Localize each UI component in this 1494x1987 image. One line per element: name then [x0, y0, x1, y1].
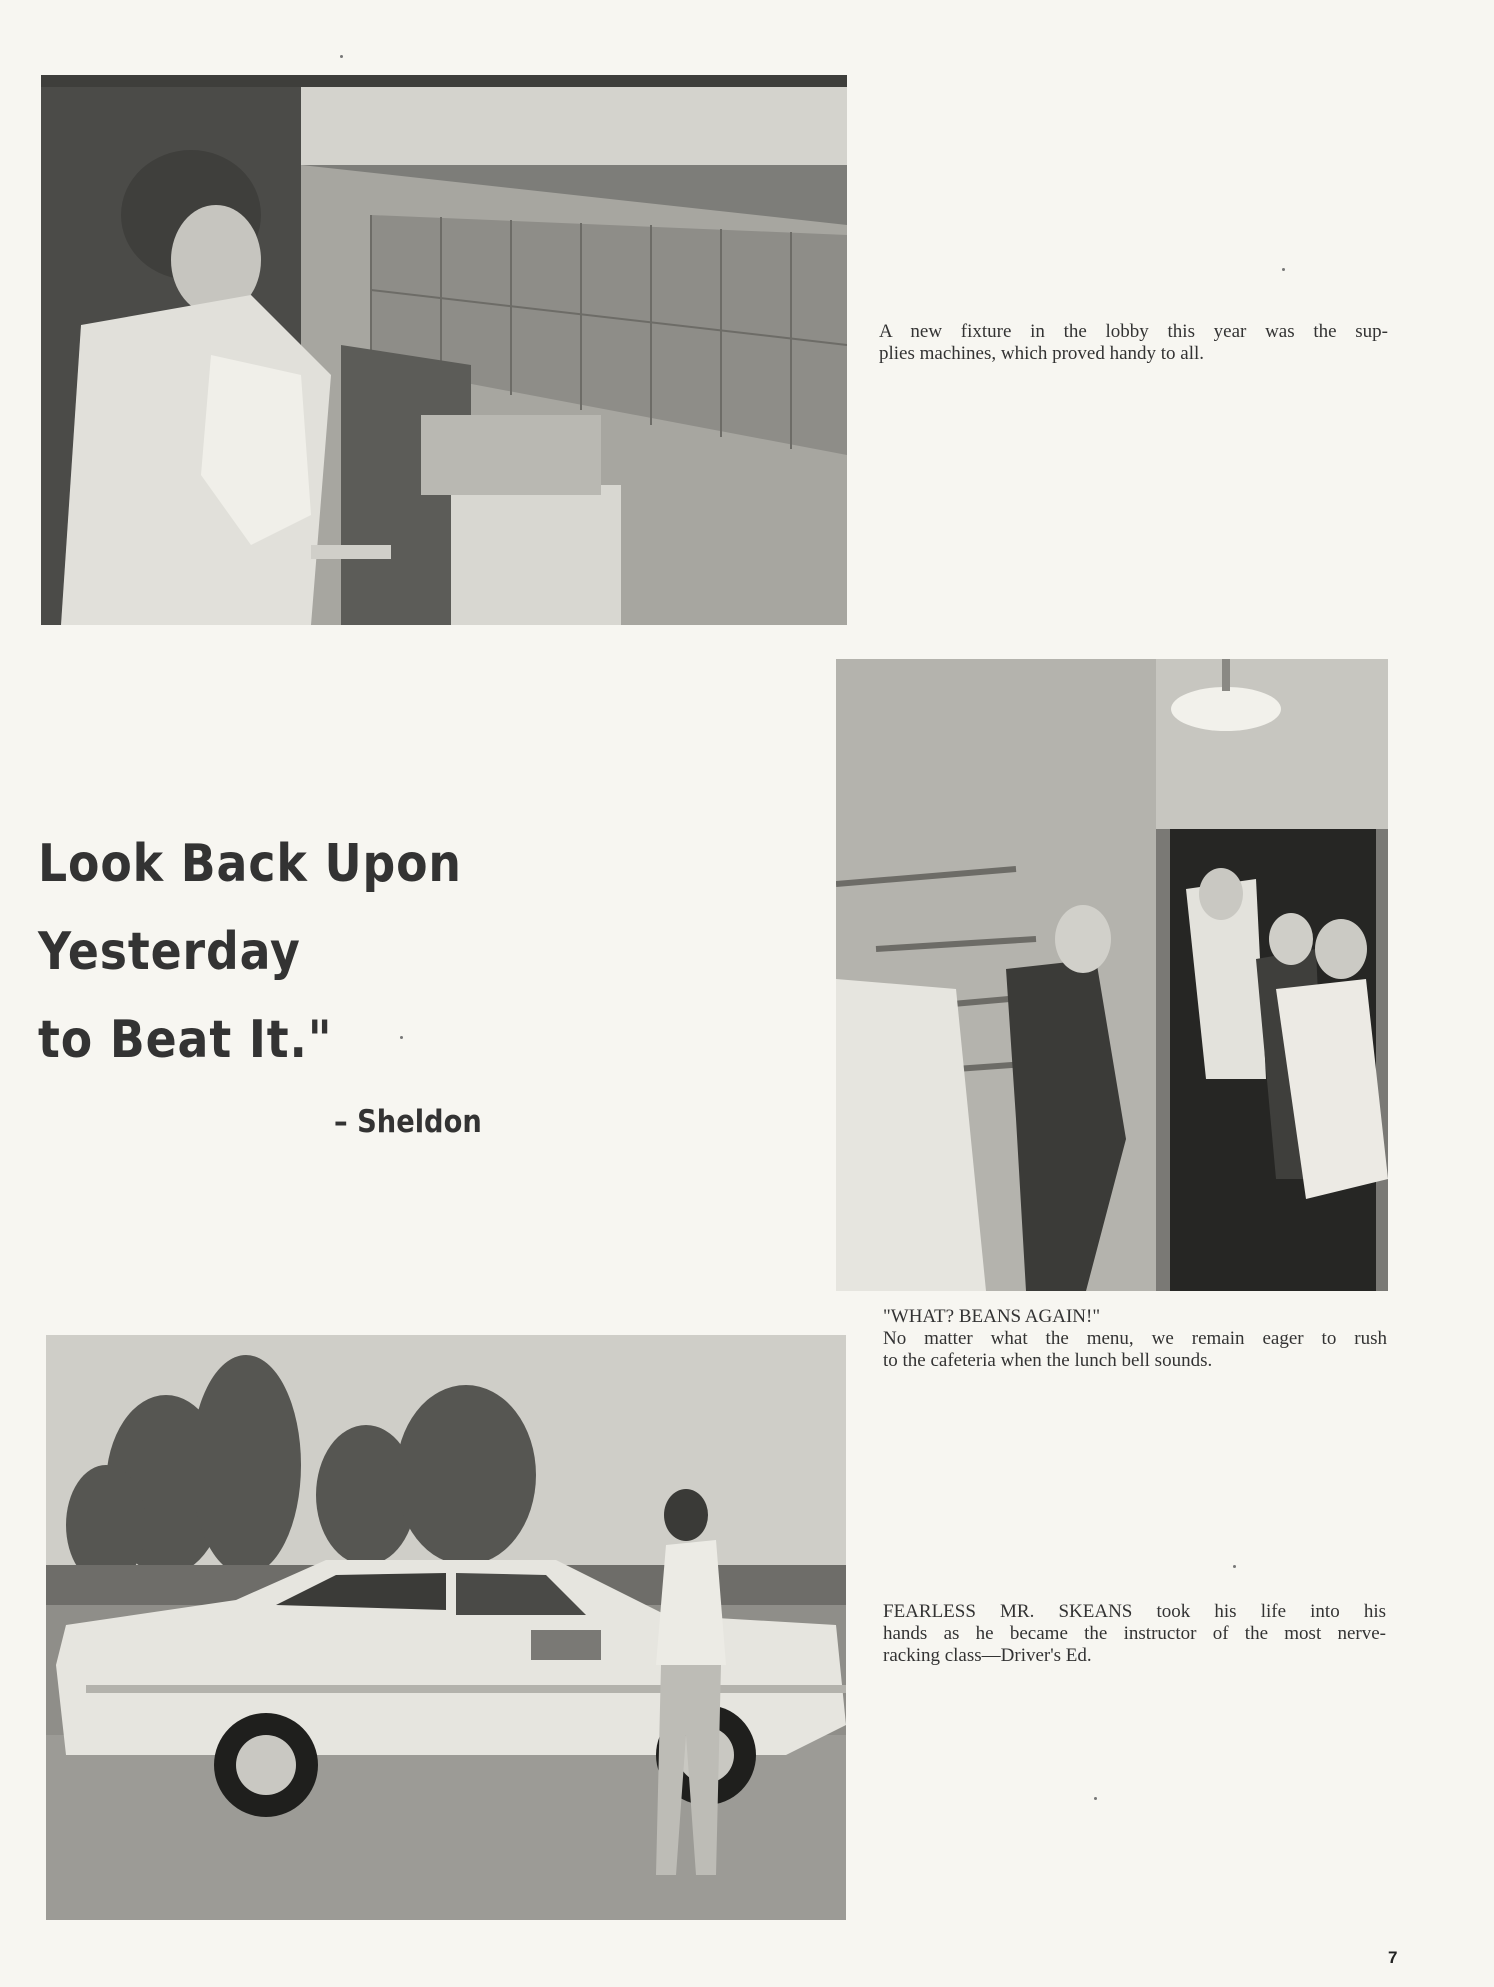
quote-line: to Beat It.": [38, 1010, 333, 1070]
caption-drivers-ed: [883, 1601, 1386, 1667]
scan-speck: [340, 55, 343, 58]
caption-line: A new fixture in the lobby this year was the sup-: [879, 321, 1388, 342]
photo-icon: [836, 659, 1388, 1291]
scan-speck: [1282, 268, 1285, 271]
caption-line: No matter what the menu, we remain eager to rush: [883, 1328, 1387, 1349]
caption-line: "WHAT? BEANS AGAIN!": [883, 1306, 1101, 1327]
quote-headline: [38, 820, 462, 1084]
caption-line: hands as he became the instructor of the most nerve-: [883, 1623, 1386, 1644]
scan-speck: [1233, 1565, 1236, 1568]
photo-icon: [41, 75, 847, 625]
caption-line: to the cafeteria when the lunch bell sounds.: [883, 1350, 1213, 1371]
photo-drivers-ed-car: [46, 1335, 846, 1920]
caption-line: racking class—Driver's Ed.: [883, 1645, 1092, 1666]
caption-line: plies machines, which proved handy to all.: [879, 343, 1205, 364]
photo-icon: [46, 1335, 846, 1920]
page-number: 7: [1388, 1948, 1398, 1967]
caption-supplies-machines: [879, 321, 1388, 365]
scan-speck: [400, 1036, 403, 1039]
quote-line: Yesterday: [38, 922, 301, 982]
caption-line: FEARLESS MR. SKEANS took his life into his: [883, 1601, 1386, 1622]
photo-supplies-machines: [41, 75, 847, 625]
photo-cafeteria-rush: [836, 659, 1388, 1291]
quote-line: Look Back Upon: [38, 834, 462, 894]
quote-attribution: – Sheldon: [334, 1104, 482, 1140]
caption-cafeteria: [883, 1306, 1387, 1372]
scan-speck: [1094, 1797, 1097, 1800]
